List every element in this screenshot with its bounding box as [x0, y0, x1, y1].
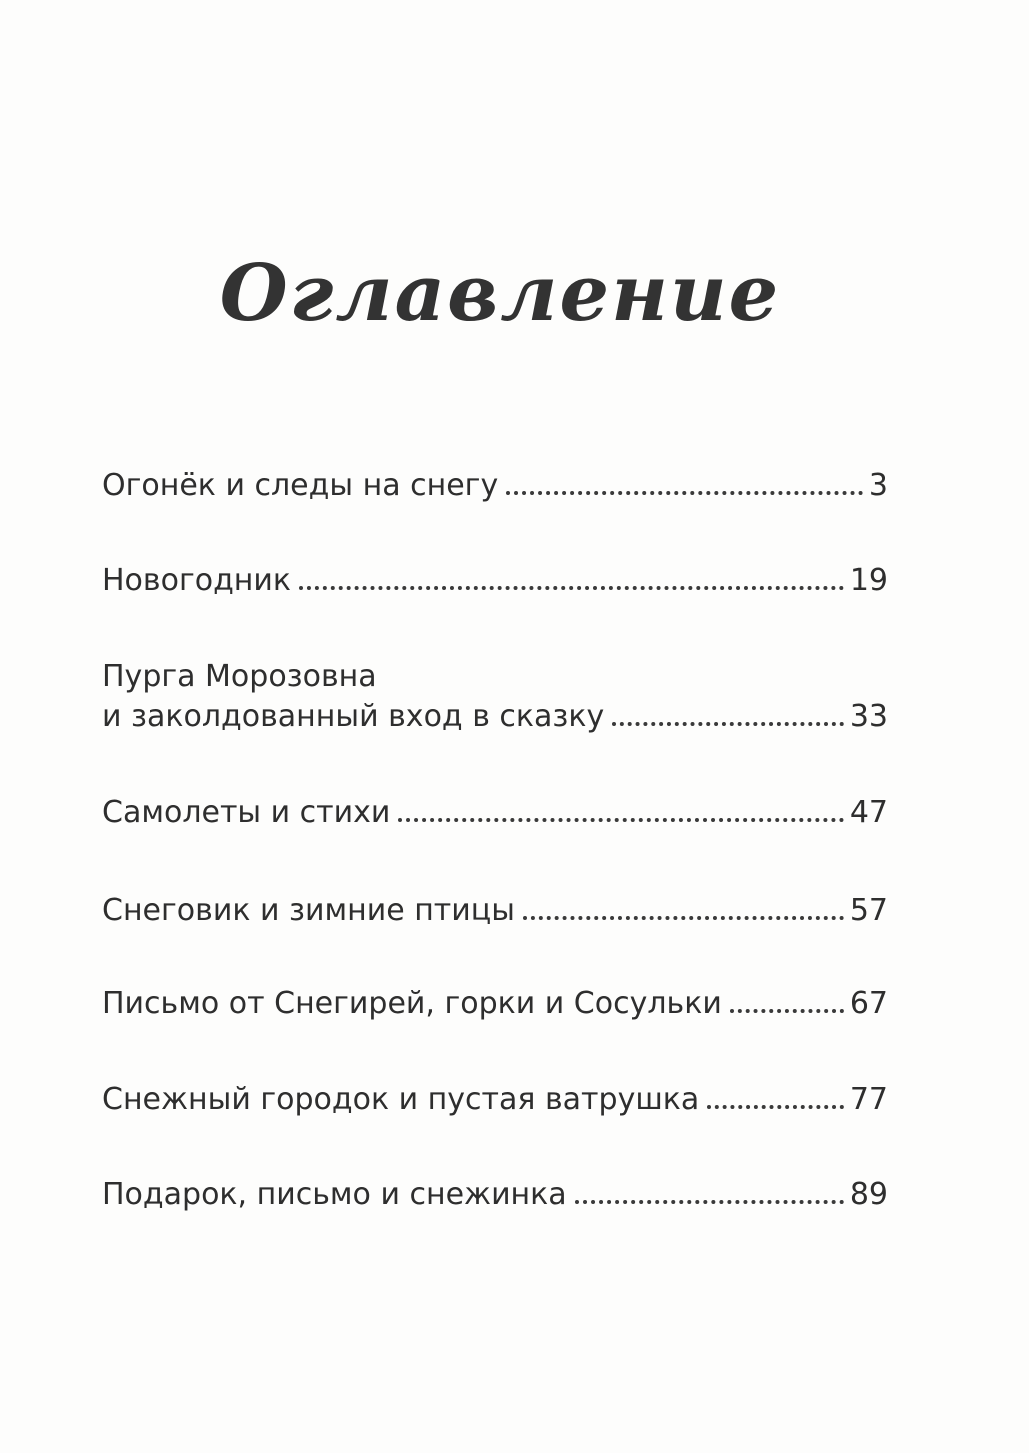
- toc-entry-title: Снеговик и зимние птицы: [102, 893, 515, 928]
- toc-entry-title: Огонёк и следы на снегу: [102, 468, 499, 503]
- toc-page-number: 77: [849, 1082, 888, 1117]
- toc-entry-title-line: и заколдованный вход в сказку: [102, 699, 605, 734]
- toc-entry-title: Новогодник: [102, 563, 292, 598]
- toc-entry: [102, 1080, 888, 1120]
- toc-entry-title: Подарок, письмо и снежинка: [102, 1177, 567, 1212]
- toc-page-number: 89: [849, 1177, 888, 1212]
- dot-leader: [398, 796, 843, 822]
- toc-entry: [102, 793, 888, 833]
- toc-page-number: 19: [849, 563, 888, 598]
- toc-entry: [102, 891, 888, 931]
- toc-entry: [102, 561, 888, 601]
- toc-page-number: 47: [849, 795, 888, 830]
- toc-entry-title-line: Пурга Морозовна: [102, 659, 377, 694]
- dot-leader: [612, 700, 844, 726]
- dot-leader: [299, 564, 844, 590]
- toc-entry-title: Снежный городок и пустая ватрушка: [102, 1082, 700, 1117]
- toc-page-number: 57: [849, 893, 888, 928]
- dot-leader: [707, 1083, 844, 1109]
- toc-entry: [102, 1175, 888, 1215]
- toc-entry: [102, 657, 888, 737]
- dot-leader: [730, 987, 844, 1013]
- toc-entry-title: Письмо от Снегирей, горки и Сосульки: [102, 986, 722, 1021]
- toc-entry-title: Самолеты и стихи: [102, 795, 391, 830]
- dot-leader: [575, 1178, 844, 1204]
- toc-entry: [102, 466, 888, 506]
- toc-page-number: 33: [849, 699, 888, 734]
- page-title: Оглавление: [219, 248, 781, 339]
- dot-leader: [523, 894, 844, 920]
- dot-leader: [506, 469, 863, 495]
- toc-entry: [102, 984, 888, 1024]
- toc-page-number: 67: [849, 986, 888, 1021]
- toc-page-number: 3: [868, 468, 888, 503]
